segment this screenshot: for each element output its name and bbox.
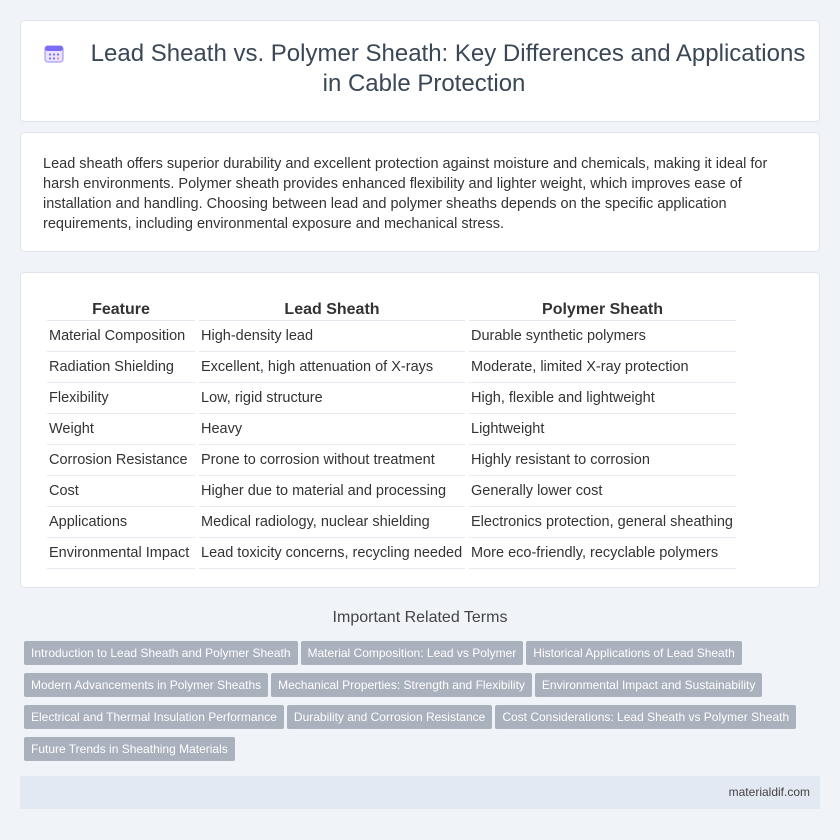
related-terms-list [24, 641, 824, 769]
comparison-card [20, 272, 820, 588]
intro-paragraph: Lead sheath offers superior durability and excellent protection against moisture and chemicals, making it ideal for harsh environments. Polymer sheath provides enhanced flexibility and lighter weight, which improves ease of installation and handling. Choosing between lead and polymer sheaths depends on the specific application requirements, including environmental exposure and mechanical stress. [43, 156, 768, 232]
table-row [47, 352, 736, 383]
header-feature: Feature [47, 293, 195, 321]
table-cell: Highly resistant to corrosion [469, 445, 736, 476]
table-cell: Durable synthetic polymers [469, 321, 736, 352]
table-cell: Material Composition [47, 321, 195, 352]
header-lead-sheath: Lead Sheath [199, 293, 465, 321]
table-row [47, 445, 736, 476]
related-term-tag[interactable]: Material Composition: Lead vs Polymer [301, 641, 524, 665]
related-terms-heading: Important Related Terms [332, 609, 508, 626]
footer [20, 776, 820, 809]
table-cell: Generally lower cost [469, 476, 736, 507]
table-cell: Lead toxicity concerns, recycling needed [199, 538, 465, 569]
table-cell: Weight [47, 414, 195, 445]
page-title-text: Lead Sheath vs. Polymer Sheath: Key Differences and Applications in Cable Protection [90, 40, 806, 97]
page-title [41, 39, 807, 99]
table-cell: More eco-friendly, recyclable polymers [469, 538, 736, 569]
tag-row [24, 705, 824, 737]
table-cell: High, flexible and lightweight [469, 383, 736, 414]
table-cell: Applications [47, 507, 195, 538]
related-term-tag[interactable]: Environmental Impact and Sustainability [535, 673, 762, 697]
title-card [20, 20, 820, 122]
footer-site-link[interactable]: materialdif.com [728, 785, 810, 799]
table-cell: Flexibility [47, 383, 195, 414]
related-term-tag[interactable]: Future Trends in Sheathing Materials [24, 737, 235, 761]
table-row [47, 383, 736, 414]
tag-row [24, 641, 824, 673]
table-cell: Medical radiology, nuclear shielding [199, 507, 465, 538]
related-term-tag[interactable]: Durability and Corrosion Resistance [287, 705, 492, 729]
table-cell: Low, rigid structure [199, 383, 465, 414]
table-row [47, 476, 736, 507]
tag-row [24, 737, 824, 769]
table-cell: Excellent, high attenuation of X-rays [199, 352, 465, 383]
related-term-tag[interactable]: Cost Considerations: Lead Sheath vs Polymer Sheath [495, 705, 796, 729]
table-cell: Higher due to material and processing [199, 476, 465, 507]
intro-card [20, 132, 820, 252]
header-polymer-sheath: Polymer Sheath [469, 293, 736, 321]
table-cell: Radiation Shielding [47, 352, 195, 383]
table-cell: Cost [47, 476, 195, 507]
table-cell: Prone to corrosion without treatment [199, 445, 465, 476]
table-row [47, 321, 736, 352]
table-row [47, 414, 736, 445]
table-cell: Environmental Impact [47, 538, 195, 569]
calendar-icon [43, 42, 65, 64]
tag-row [24, 673, 824, 705]
table-cell: Heavy [199, 414, 465, 445]
table-header-row [47, 293, 736, 321]
related-term-tag[interactable]: Electrical and Thermal Insulation Performance [24, 705, 284, 729]
table-row [47, 538, 736, 569]
table-cell: Corrosion Resistance [47, 445, 195, 476]
related-term-tag[interactable]: Introduction to Lead Sheath and Polymer Sheath [24, 641, 298, 665]
table-row [47, 507, 736, 538]
table-cell: High-density lead [199, 321, 465, 352]
related-term-tag[interactable]: Modern Advancements in Polymer Sheaths [24, 673, 268, 697]
table-cell: Lightweight [469, 414, 736, 445]
related-term-tag[interactable]: Mechanical Properties: Strength and Flexibility [271, 673, 532, 697]
comparison-table [43, 293, 740, 569]
table-cell: Moderate, limited X-ray protection [469, 352, 736, 383]
table-cell: Electronics protection, general sheathing [469, 507, 736, 538]
related-term-tag[interactable]: Historical Applications of Lead Sheath [526, 641, 741, 665]
